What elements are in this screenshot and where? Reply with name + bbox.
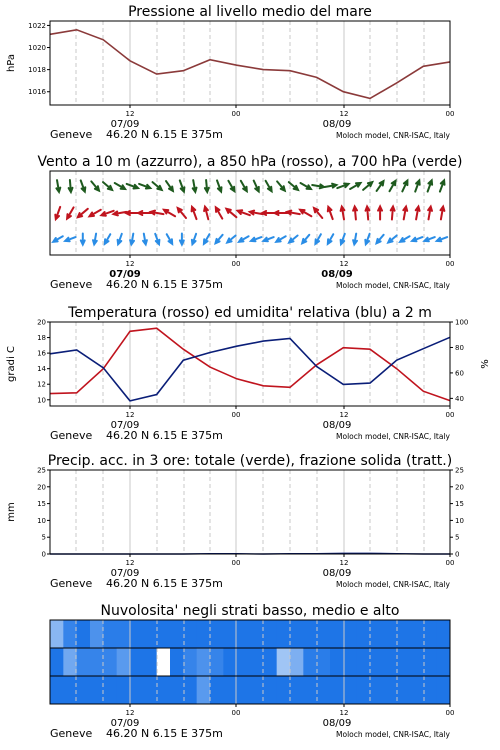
wind-arrow [337,184,348,189]
wind-arrow [115,183,125,189]
x-tick-label: 12 [339,411,349,419]
clouds-panel [50,603,454,740]
credit-label: Moloch model, CNR-ISAC, Italy [336,281,450,290]
wind-arrow [328,234,334,244]
wind-arrow [105,234,111,244]
cloud-cell [397,648,411,676]
cloud-cell [143,620,157,648]
cloud-cell [210,676,224,704]
cloud-cell [383,648,397,676]
precip-panel [6,453,464,590]
y-tick-label: 5 [41,533,46,542]
plot-border [50,21,450,105]
cloud-cell [383,676,397,704]
cloud-cell [383,620,397,648]
cloud-cell [317,620,331,648]
cloud-cell [170,648,184,676]
cloud-cell [250,620,264,648]
wind-arrow [180,234,184,245]
wind-arrow [226,209,236,217]
y-tick-label: 20 [37,318,46,327]
wind-arrow [378,207,382,220]
cloud-cell [90,620,104,648]
wind-arrow [266,181,272,191]
cloud-cell [63,648,77,676]
cloud-cell [423,648,437,676]
y-tick-label-right: 5 [455,533,460,542]
wind-arrow [302,235,309,243]
wind-arrow [241,181,247,191]
clouds-panel-title: Nuvolosita' negli strati basso, medio e alto [100,603,400,619]
credit-label: Moloch model, CNR-ISAC, Italy [336,432,450,441]
cloud-cell [250,676,264,704]
location-label: Geneve [50,429,93,442]
wind-arrow [402,181,407,192]
cloud-cell [317,676,331,704]
y-tick-label: 10 [37,396,46,405]
y-tick-label-right: 15 [455,500,464,509]
date-label: 07/09 [110,718,140,729]
wind-arrow [440,180,445,191]
cloud-cell [263,620,277,648]
cloud-cell [103,676,117,704]
cloud-cell [410,620,424,648]
cloud-cell [197,620,211,648]
y-tick-label-right: 80 [455,343,464,352]
wind-arrow [428,180,433,191]
wind-arrow [164,210,175,217]
x-tick-label: 00 [231,411,241,419]
wind-arrow [403,207,407,220]
y-tick-label: 1020 [28,44,46,53]
wind-arrow [277,181,285,190]
wind-arrow [263,237,273,241]
cloud-cell [210,620,224,648]
cloud-cell [437,620,451,648]
wind-arrow [151,211,164,215]
cloud-cell [397,676,411,704]
wind-arrow [416,207,420,220]
cloud-cell [290,648,304,676]
wind-arrow [412,237,422,241]
wind-arrow [251,237,261,241]
precip-panel-title: Precip. acc. in 3 ore: totale (verde), frazione solida (tratt.) [47,453,453,469]
wind-arrow [127,184,138,189]
y-tick-label-right: 25 [455,466,464,475]
credit-label: Moloch model, CNR-ISAC, Italy [336,730,450,739]
wind-arrow [328,207,333,219]
cloud-cell [170,620,184,648]
date-label: 08/09 [322,420,352,431]
wind-arrow [216,207,223,218]
wind-arrow [227,236,235,243]
date-label: 07/09 [110,119,140,130]
cloud-cell [63,676,77,704]
cloud-cell [183,676,197,704]
cloud-cell [370,676,384,704]
temp-ylabel: gradi C [6,346,17,382]
y-tick-label-right: 40 [455,394,464,403]
wind-arrow [193,180,197,192]
wind-arrow [312,184,324,188]
date-label: 07/09 [110,420,140,431]
x-tick-label: 00 [231,260,241,268]
x-tick-label: 12 [125,110,135,118]
cloud-cell [50,648,64,676]
credit-label: Moloch model, CNR-ISAC, Italy [336,580,450,589]
cloud-cell [303,676,317,704]
x-tick-label: 00 [445,411,455,419]
wind-arrow [166,181,173,191]
wind-arrow [93,234,97,245]
wind-arrow [143,234,147,245]
wind-arrow [55,207,60,219]
temp-rh-panel [6,305,491,442]
wind-arrow [238,210,250,215]
cloud-cell [370,620,384,648]
wind-arrow [239,236,249,242]
cloud-cell [357,676,371,704]
x-tick-label: 12 [339,709,349,717]
wind-arrow [254,181,259,192]
wind-arrow [315,234,321,244]
x-tick-label: 00 [445,709,455,717]
cloud-cell [143,648,157,676]
wind-arrow [287,211,300,215]
pressure-line [50,30,450,99]
cloud-cell [317,648,331,676]
wind-arrow [366,207,370,220]
y-tick-label: 1016 [28,88,46,97]
plot-border [50,470,450,554]
coords-label: 46.20 N 6.15 E 375m [106,128,223,141]
cloud-cell [183,648,197,676]
cloud-cell [370,648,384,676]
wind-arrow [78,209,88,217]
wind-arrow [377,235,384,243]
y-tick-label: 18 [37,334,46,343]
wind-arrow [56,180,60,192]
x-tick-label: 12 [339,559,349,567]
cloud-cell [423,620,437,648]
x-tick-label: 00 [445,559,455,567]
cloud-cell [197,676,211,704]
x-tick-label: 00 [445,110,455,118]
wind-arrow [400,236,410,242]
y-tick-label: 15 [37,500,46,509]
wind-arrow [390,181,396,191]
wind-arrow [217,180,222,191]
rh-ylabel: % [480,359,491,369]
wind-arrow [228,181,234,191]
cloud-cell [423,676,437,704]
wind-arrow [437,237,447,241]
cloud-cell [330,620,344,648]
cloud-cell [437,676,451,704]
location-label: Geneve [50,278,93,291]
cloud-cell [303,620,317,648]
wind-arrow [428,207,432,220]
cloud-cell [250,648,264,676]
cloud-cell [63,620,77,648]
x-tick-label: 12 [339,110,349,118]
wind-arrow [300,210,311,217]
cloud-cell [357,620,371,648]
wind-arrow [424,237,434,241]
wind-arrow [204,234,210,244]
precip-ylabel: mm [6,502,17,522]
wind-arrow [415,180,420,191]
wind-arrow [388,236,397,243]
wind-panel [37,154,462,291]
cloud-cell [237,620,251,648]
date-label: 07/09 [109,269,141,280]
cloud-cell [130,620,144,648]
wind-arrow [81,180,86,191]
x-tick-label: 12 [125,709,135,717]
cloud-cell [397,620,411,648]
cloud-cell [357,648,371,676]
date-label: 08/09 [322,568,352,579]
cloud-cell [277,648,291,676]
cloud-cell [330,648,344,676]
x-tick-label: 12 [339,260,349,268]
x-tick-label: 00 [231,709,241,717]
wind-arrow [314,208,322,218]
cloud-cell [330,676,344,704]
cloud-cell [237,648,251,676]
wind-arrow [353,207,357,220]
wind-arrow [192,234,196,244]
wind-arrow [204,207,208,220]
wind-arrow [365,234,369,244]
y-tick-label: 1018 [28,66,46,75]
cloud-cell [223,676,237,704]
wind-arrow [81,234,85,245]
wind-arrow [377,181,384,191]
cloud-cell [77,620,91,648]
cloud-cell [50,676,64,704]
wind-arrow [205,180,209,192]
pressure-ylabel: hPa [6,53,17,73]
credit-label: Moloch model, CNR-ISAC, Italy [336,131,450,140]
wind-arrow [114,212,127,216]
cloud-cell [263,676,277,704]
x-tick-label: 00 [231,559,241,567]
location-label: Geneve [50,577,93,590]
coords-label: 46.20 N 6.15 E 375m [106,278,223,291]
wind-panel-title: Vento a 10 m (azzurro), a 850 hPa (rosso), a 700 hPa (verde) [37,154,463,170]
cloud-cell [103,620,117,648]
cloud-cell [277,620,291,648]
temp-rh-panel-title: Temperatura (rosso) ed umidita' relativa (blu) a 2 m [68,305,432,321]
cloud-cell [117,648,131,676]
wind-arrow [91,181,99,190]
y-tick-label: 0 [41,550,46,559]
pressure-panel-title: Pressione al livello medio del mare [128,4,372,20]
y-tick-label: 10 [37,516,46,525]
cloud-cell [50,620,64,648]
cloud-cell [157,648,171,676]
wind-arrow [325,184,337,188]
wind-arrow [53,236,63,242]
y-tick-label-right: 10 [455,516,464,525]
cloud-cell [410,676,424,704]
wind-arrow [139,184,150,189]
cloud-cell [303,648,317,676]
y-tick-label: 14 [37,365,46,374]
wind-arrow [90,210,101,217]
y-tick-label: 12 [37,380,46,389]
coords-label: 46.20 N 6.15 E 375m [106,429,223,442]
cloud-cell [197,648,211,676]
wind-arrow [250,211,263,215]
wind-arrow [341,207,345,220]
y-tick-label: 16 [37,349,46,358]
wind-arrow [65,237,75,241]
wind-arrow [130,234,134,245]
cloud-cell [223,648,237,676]
cloud-cell [170,676,184,704]
cloud-cell [117,620,131,648]
x-tick-label: 00 [445,260,455,268]
cloud-cell [237,676,251,704]
location-label: Geneve [50,128,93,141]
y-tick-label-right: 60 [455,369,464,378]
cloud-cell [130,676,144,704]
wind-arrow [67,207,74,218]
date-label: 08/09 [322,119,352,130]
wind-arrow [353,234,357,245]
cloud-cell [77,676,91,704]
x-tick-label: 00 [231,110,241,118]
date-label: 08/09 [321,269,353,280]
cloud-cell [143,676,157,704]
wind-arrow [363,182,372,190]
cloud-cell [290,620,304,648]
cloud-cell [183,620,197,648]
cloud-cell [263,648,277,676]
temperature-line [50,328,450,400]
cloud-cell [157,676,171,704]
wind-arrow [153,182,162,190]
cloud-cell [210,648,224,676]
cloud-cell [277,676,291,704]
date-label: 07/09 [110,568,140,579]
x-tick-label: 12 [125,411,135,419]
coords-label: 46.20 N 6.15 E 375m [106,577,223,590]
cloud-cell [117,676,131,704]
wind-arrow [192,207,197,219]
cloud-cell [437,648,451,676]
cloud-cell [130,648,144,676]
wind-arrow [350,183,360,189]
coords-label: 46.20 N 6.15 E 375m [106,727,223,740]
pressure-panel [6,4,454,141]
wind-arrow [69,180,73,192]
y-tick-label-right: 0 [455,550,460,559]
x-tick-label: 12 [125,559,135,567]
wind-arrow [178,208,186,218]
cloud-cell [410,648,424,676]
wind-arrow [276,236,286,242]
x-tick-label: 12 [125,260,135,268]
cloud-cell [77,648,91,676]
wind-arrow [216,235,223,243]
cloud-cell [343,620,357,648]
cloud-cell [90,648,104,676]
y-tick-label: 1022 [28,21,46,30]
wind-arrow [441,207,445,220]
wind-arrow [118,234,122,244]
humidity-line [50,337,450,401]
cloud-cell [157,620,171,648]
date-label: 08/09 [322,718,352,729]
cloud-cell [343,676,357,704]
cloud-cell [103,648,117,676]
cloud-cell [343,648,357,676]
y-tick-label: 20 [37,483,46,492]
y-tick-label-right: 100 [455,318,469,327]
wind-arrow [103,182,112,190]
wind-arrow [301,183,311,189]
wind-arrow [167,234,173,244]
cloud-cell [290,676,304,704]
y-tick-label: 25 [37,466,46,475]
cloud-cell [223,620,237,648]
wind-arrow [101,211,113,216]
wind-arrow [391,207,395,220]
cloud-cell [90,676,104,704]
location-label: Geneve [50,727,93,740]
y-tick-label-right: 20 [455,483,464,492]
